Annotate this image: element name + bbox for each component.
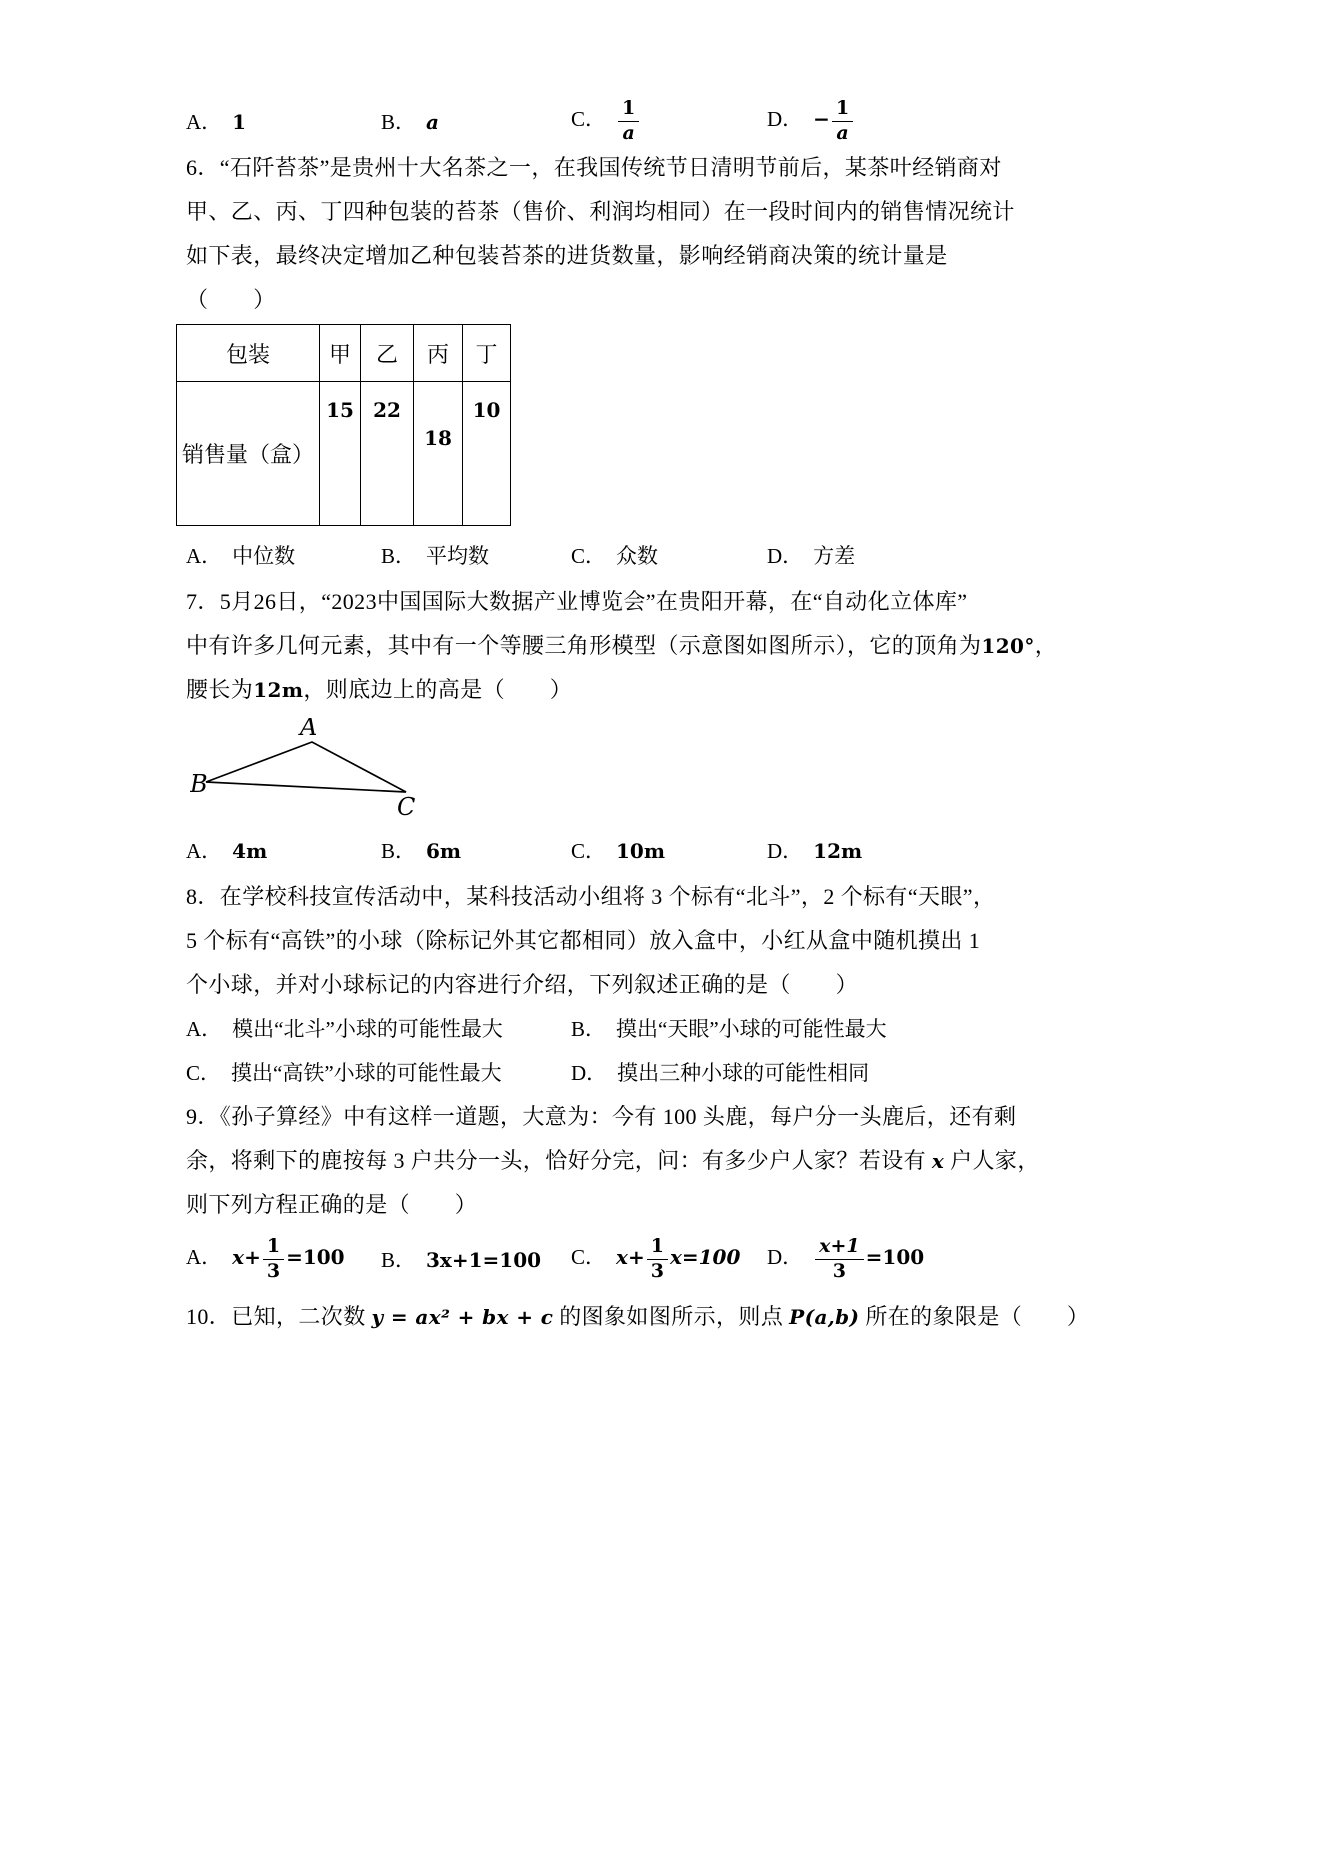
- q5-option-b: [381, 106, 571, 136]
- fraction-numerator: 1: [647, 1236, 668, 1260]
- q9-option-c: [571, 1236, 767, 1283]
- option-label: D．: [767, 106, 804, 131]
- option-label: D．: [571, 1061, 608, 1085]
- page-content: [181, 96, 1144, 1339]
- q6-option-d: [767, 540, 1144, 570]
- fraction-denominator: 3: [650, 1259, 664, 1282]
- option-label: A．: [186, 1017, 223, 1041]
- fraction: [618, 98, 639, 145]
- q8-option-c: [186, 1051, 571, 1095]
- q10-line: [186, 1295, 1144, 1339]
- table-header-cell: 丙: [414, 325, 463, 382]
- option-value: 10m: [616, 839, 666, 863]
- q6-paragraph: [186, 146, 1144, 322]
- text-line: 个小球，并对小球标记的内容进行介绍，下列叙述正确的是（ ）: [186, 972, 859, 997]
- text-segment: 所在的象限是（ ）: [859, 1304, 1090, 1329]
- text-segment: ，: [1034, 633, 1058, 658]
- table-value-cell: 22: [361, 382, 414, 526]
- text-segment: ，则底边上的高是（ ）: [303, 677, 573, 702]
- table-value-cell: 15: [320, 382, 361, 526]
- option-value: 4m: [232, 839, 268, 863]
- table-header-package: 包装: [177, 325, 320, 382]
- fraction-numerator: x+1: [815, 1236, 863, 1260]
- triangle-svg: [190, 718, 450, 818]
- text-line: [186, 624, 1144, 668]
- text-line: 8．在学校科技宣传活动中，某科技活动小组将 3 个标有“北斗”，2 个标有“天眼”，: [186, 884, 996, 909]
- sales-table: [176, 324, 511, 526]
- q5-options-row: [186, 96, 1144, 146]
- q8-paragraph: [186, 875, 1144, 1007]
- text-line: 则下列方程正确的是（ ）: [186, 1192, 478, 1217]
- option-label: D．: [767, 839, 804, 863]
- q9-option-b: [381, 1244, 571, 1274]
- option-label: C．: [571, 106, 607, 131]
- text-segment: 的图象如图所示，则点: [553, 1304, 790, 1329]
- option-value: 12m: [813, 839, 863, 863]
- q5-option-a: [186, 106, 381, 136]
- triangle-shape: [206, 742, 406, 792]
- q8-option-b: [571, 1007, 1144, 1051]
- text-segment: 中有许多几何元素，其中有一个等腰三角形模型（示意图如图所示），它的顶角为: [186, 633, 982, 658]
- table-value-cell: 18: [414, 382, 463, 526]
- q6-options-row: [186, 530, 1144, 580]
- text-line: 6．“石阡苔茶”是贵州十大名茶之一，在我国传统节日清明节前后，某茶叶经销商对: [186, 155, 1002, 180]
- q7-options-row: [186, 825, 1144, 875]
- fraction-numerator: 1: [263, 1236, 284, 1260]
- option-value: 6m: [426, 839, 462, 863]
- option-label: C．: [186, 1061, 222, 1085]
- q6-option-c: [571, 540, 767, 570]
- q8-option-d: [571, 1051, 1144, 1095]
- option-label: B．: [381, 544, 417, 568]
- point-expression: P(a,b): [789, 1305, 860, 1329]
- q8-options-grid: [186, 1007, 1144, 1095]
- option-value: 摸出“天眼”小球的可能性最大: [616, 1017, 887, 1041]
- option-label: A．: [186, 1244, 223, 1269]
- formula: 3x+1=100: [426, 1248, 542, 1272]
- text-line: 甲、乙、丙、丁四种包装的苔茶（售价、利润均相同）在一段时间内的销售情况统计: [186, 199, 1015, 224]
- leg-length-value: 12m: [253, 678, 304, 702]
- text-line: 9．《孙子算经》中有这样一道题，大意为：今有 100 头鹿，每户分一头鹿后，还有剩: [186, 1104, 1017, 1129]
- option-value: 摸出“高铁”小球的可能性最大: [231, 1061, 502, 1085]
- fraction-denominator: 3: [266, 1259, 281, 1282]
- option-label: B．: [571, 1017, 607, 1041]
- q5-option-c: [571, 98, 767, 145]
- table-header-row: [177, 325, 511, 382]
- q9-options-row: [186, 1227, 1144, 1291]
- quadratic-formula: y = ax² + bx + c: [371, 1305, 554, 1329]
- table-header-cell: 丁: [463, 325, 511, 382]
- option-label: C．: [571, 544, 607, 568]
- option-value: 模出“北斗”小球的可能性最大: [232, 1017, 503, 1041]
- q9-option-a: [186, 1236, 381, 1283]
- q8-option-a: [186, 1007, 571, 1051]
- option-value: 1: [232, 110, 247, 134]
- table-header-cell: 乙: [361, 325, 414, 382]
- option-label: B．: [381, 110, 417, 134]
- formula-segment: x=100: [669, 1244, 741, 1269]
- vertex-label-b: B: [190, 770, 208, 798]
- q5-option-d: [767, 98, 1144, 145]
- option-label: B．: [381, 839, 417, 863]
- table-data-row: [177, 382, 511, 526]
- option-label: A．: [186, 544, 223, 568]
- option-value: 方差: [813, 544, 856, 568]
- option-value: a: [426, 110, 439, 134]
- text-segment: 腰长为: [186, 677, 254, 702]
- fraction-denominator: a: [836, 121, 849, 144]
- option-label: A．: [186, 839, 223, 863]
- q7-option-a: [186, 835, 381, 865]
- fraction-denominator: 3: [832, 1259, 847, 1282]
- table-value-cell: 10: [463, 382, 511, 526]
- formula-segment: x+: [616, 1244, 645, 1269]
- q7-option-b: [381, 835, 571, 865]
- option-label: A．: [186, 110, 223, 134]
- variable-x: x: [931, 1149, 945, 1173]
- option-value: 平均数: [426, 544, 490, 568]
- option-label: D．: [767, 1244, 804, 1269]
- fraction-denominator: a: [622, 121, 635, 144]
- q9-paragraph: [186, 1095, 1144, 1227]
- q7-option-d: [767, 835, 1144, 865]
- text-segment: 户人家，: [944, 1148, 1040, 1173]
- option-label: B．: [381, 1248, 417, 1272]
- option-value: 中位数: [232, 544, 296, 568]
- fraction: [832, 98, 853, 145]
- option-value: 摸出三种小球的可能性相同: [617, 1061, 870, 1085]
- text-line: 7．5月26日，“2023中国国际大数据产业博览会”在贵阳开幕，在“自动化立体库”: [186, 589, 968, 614]
- option-label: C．: [571, 839, 607, 863]
- q7-paragraph: [186, 580, 1144, 712]
- minus-sign: −: [813, 106, 830, 131]
- option-label: D．: [767, 544, 804, 568]
- angle-value: 120°: [981, 634, 1035, 658]
- fraction: [263, 1236, 284, 1283]
- q9-option-d: [767, 1236, 1144, 1283]
- fraction-numerator: 1: [832, 98, 853, 122]
- fraction: [815, 1236, 863, 1283]
- text-line: [186, 1139, 1144, 1183]
- q6-option-b: [381, 540, 571, 570]
- text-line: 5 个标有“高铁”的小球（除标记外其它都相同）放入盒中，小红从盒中随机摸出 1: [186, 928, 981, 953]
- text-line: （ ）: [186, 287, 276, 312]
- fraction-numerator: 1: [618, 98, 639, 122]
- table-header-cell: 甲: [320, 325, 361, 382]
- table-row-label: 销售量（盒）: [177, 382, 320, 526]
- fraction: [647, 1236, 668, 1283]
- vertex-label-a: A: [300, 718, 318, 741]
- formula-segment: =100: [865, 1244, 925, 1269]
- q6-option-a: [186, 540, 381, 570]
- text-line: [186, 668, 1144, 712]
- text-segment: 余，将剩下的鹿按每 3 户共分一头，恰好分完，问：有多少户人家？若设有: [186, 1148, 932, 1173]
- text-line: 如下表，最终决定增加乙种包装苔茶的进货数量，影响经销商决策的统计量是: [186, 243, 948, 268]
- text-segment: 10．已知，二次数: [186, 1304, 372, 1329]
- vertex-label-c: C: [397, 793, 416, 818]
- triangle-figure: [190, 718, 1144, 823]
- option-label: C．: [571, 1244, 607, 1269]
- formula-segment: x+: [232, 1244, 261, 1269]
- formula-segment: =100: [286, 1244, 345, 1269]
- option-value: 众数: [616, 544, 659, 568]
- q7-option-c: [571, 835, 767, 865]
